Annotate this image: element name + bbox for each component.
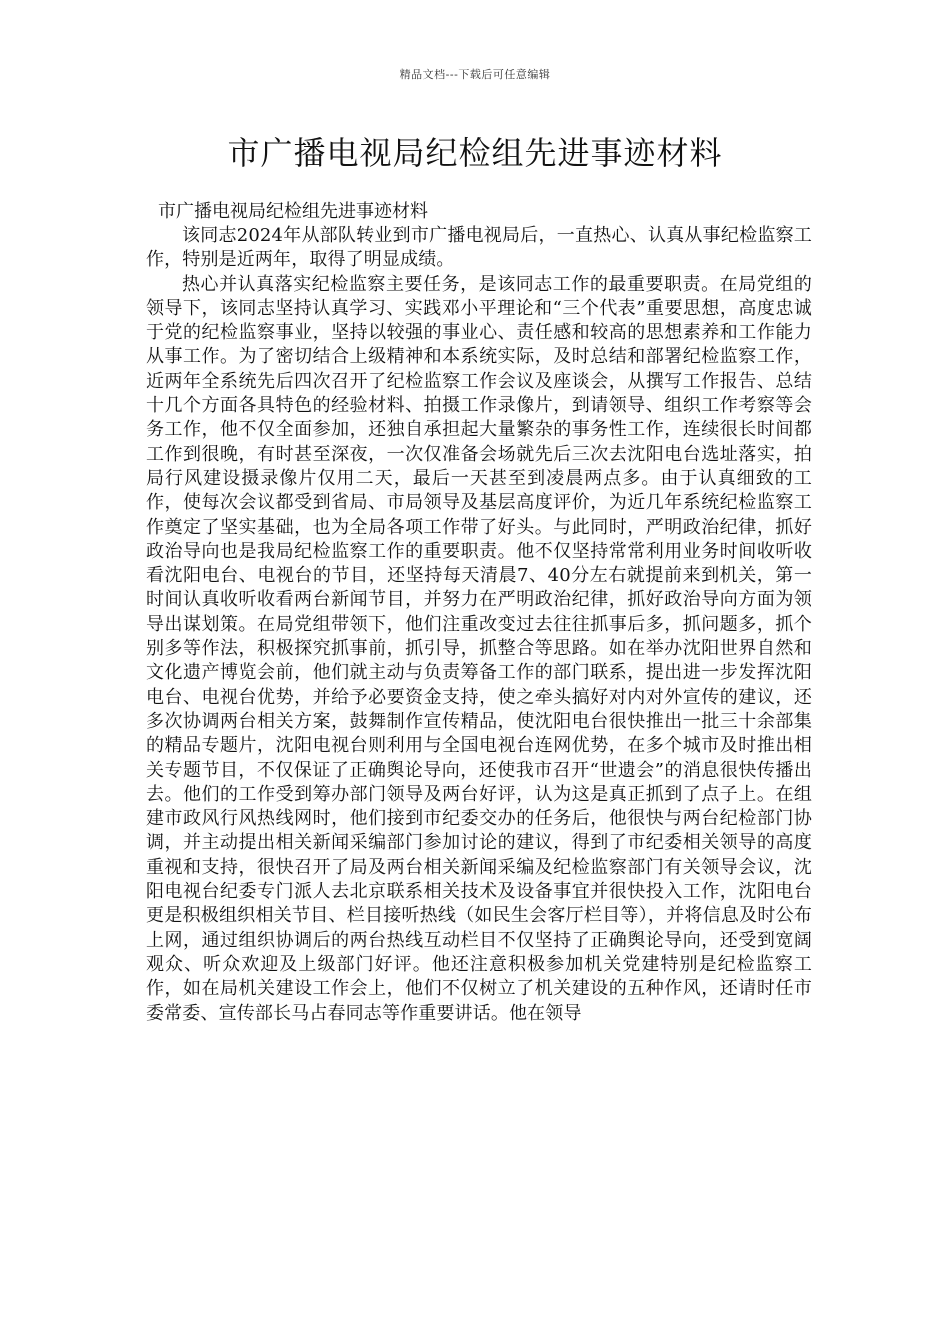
document-title: 市广播电视局纪检组先进事迹材料 [227, 134, 723, 172]
document-body [146, 200, 812, 1026]
paragraph: 热心并认真落实纪检监察主要任务，是该同志工作的最重要职责。在局党组的领导下，该同志坚持认真学习、实践邓小平理论和“三个代表”重要思想，高度忠诚于党的纪检监察事业，坚持以较强的事业心、责任感和较高的思想素养和工作能力从事工作。为了密切结合上级精神和本系统实际，及时总结和部署纪检监察工作，近两年全系统先后四次召开了纪检监察工作会议及座谈会，从撰写工作报告、总结十几个方面各具特色的经验材料、拍摄工作录像片，到请领导、组织工作考察等会务工作，他不仅全面参加，还独自承担起大量繁杂的事务性工作，连续很长时间都工作到很晚，有时甚至深夜，一次仅准备会场就先后三次去沈阳电台选址落实，拍局行风建设摄录像片仅用二天，最后一天甚至到凌晨两点多。由于认真细致的工作，使每次会议都受到省局、市局领导及基层高度评价，为近几年系统纪检监察工作奠定了坚实基础，也为全局各项工作带了好头。与此同时，严明政治纪律，抓好政治导向也是我局纪检监察工作的重要职责。他不仅坚持常常利用业务时间收听收看沈阳电台、电视台的节目，还坚持每天清晨7、40分左右就提前来到机关，第一时间认真收听收看两台新闻节目，并努力在严明政治纪律，抓好政治导向方面为领导出谋划策。在局党组带领下，他们注重改变过去往往抓事后多，抓问题多，抓个别多等作法，积极探究抓事前，抓引导，抓整合等思路。如在举办沈阳世界自然和文化遗产博览会前，他们就主动与负责筹备工作的部门联系，提出进一步发挥沈阳电台、电视台优势，并给予必要资金支持，使之牵头搞好对内对外宣传的建议，还多次协调两台相关方案，鼓舞制作宣传精品，使沈阳电台很快推出一批三十余部集的精品专题片，沈阳电视台则利用与全国电视台连网优势，在多个城市及时推出相关专题节目，不仅保证了正确舆论导向，还使我市召开“世遗会”的消息很快传播出去。他们的工作受到筹办部门领导及两台好评，认为这是真正抓到了点子上。在组建市政风行风热线网时，他们接到市纪委交办的任务后，他很快与两台纪检部门协调，并主动提出相关新闻采编部门参加讨论的建议，得到了市纪委相关领导的高度重视和支持，很快召开了局及两台相关新闻采编及纪检监察部门有关领导会议，沈阳电视台纪委专门派人去北京联系相关技术及设备事宜并很快投入工作，沈阳电台更是积极组织相关节目、栏目接听热线（如民生会客厅栏目等），并将信息及时公布上网，通过组织协调后的两台热线互动栏目不仅坚持了正确舆论导向，还受到宽阔观众、听众欢迎及上级部门好评。他还注意积极参加机关党建特别是纪检监察工作，如在局机关建设工作会上，他们不仅树立了机关建设的五种作风，还请时任市委常委、宣传部长马占春同志等作重要讲话。他在领导 [146, 273, 812, 1024]
document-subtitle: 市广播电视局纪检组先进事迹材料 [158, 201, 428, 222]
paragraph: 该同志2024年从部队转业到市广播电视局后，一直热心、认真从事纪检监察工作，特别是近两年，取得了明显成绩。 [146, 225, 812, 271]
page-header: 精品文档---下载后可任意编辑 [399, 68, 551, 81]
